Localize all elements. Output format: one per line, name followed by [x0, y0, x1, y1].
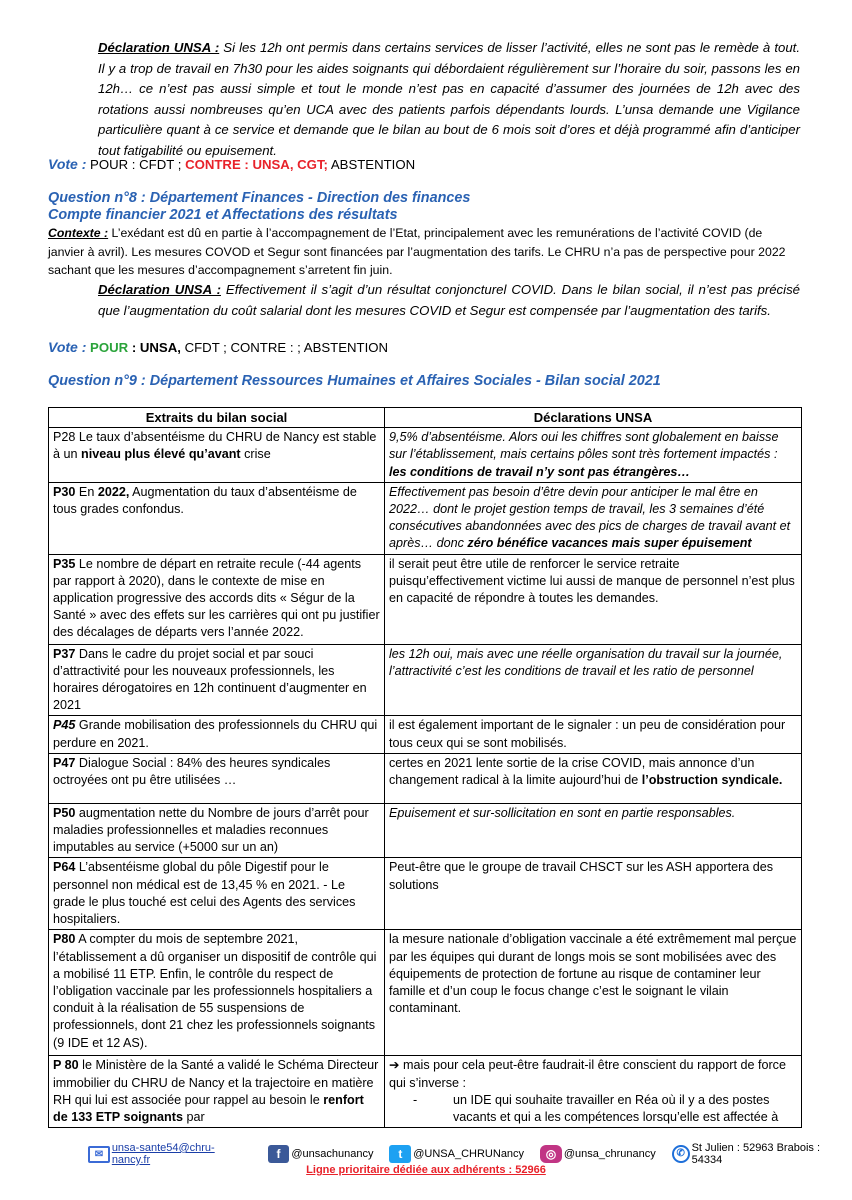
table-row: [49, 803, 802, 858]
vote-pour: POUR: [90, 340, 129, 355]
vote-line-2: [48, 338, 388, 357]
table-row: [49, 753, 802, 803]
context-text: L’exédant est dû en partie à l’accompagnement de l’Etat, principalement avec les remunérations de l’activité COVID (de janvier à avril). Les mesures COVOD et Segur sont financées par l’augmentation des tarifs. Le CHRU n’a pas de perspective pour 2022 sachant que les mesures d’accompagnement s’arretent fin juin.: [48, 226, 786, 278]
vote-pour-unions: : UNSA,: [131, 340, 181, 355]
question-8-context: [48, 224, 800, 280]
table-cell-extrait: [49, 753, 385, 803]
question-8-title: [48, 190, 470, 224]
cell-text: certes en 2021 lente sortie de la crise COVID, mais annonce d’un changement radical à la limite aujourd’hui de: [389, 755, 755, 788]
table-row: [49, 858, 802, 930]
context-label: Contexte :: [48, 226, 109, 240]
cell-text: le Ministère de la Santé a validé le Schéma Directeur immobilier du CHRU de Nancy et la trajectoire en matière RH qui lui est associée pour rappel au besoin le: [53, 1058, 379, 1107]
priority-line: Ligne prioritaire dédiée aux adhérents : 52966: [306, 1164, 546, 1176]
table-cell-declaration: [385, 930, 802, 1056]
cell-text: Le nombre de départ en retraite recule (-44 agents par rapport à 2020), dans le contexte de mise en application progressive des accords dits « Ségur de la Santé » avec des effets sur les carrières qui ont pu justifier des décalages de départs vers l’année 2022.: [53, 556, 380, 640]
dash-list-item: [389, 1092, 797, 1126]
vote-label: Vote :: [48, 339, 87, 355]
cell-text: par: [182, 1110, 205, 1125]
declaration-text: Si les 12h ont permis dans certains services de lisser l’activité, elles ne sont pas le remède à tout. Il y a trop de travail en 7h30 pour les aides soignants qui débordaient régulièrement sur l’horaire du soir, passons les en 12h… ce n’est pas aussi simple et tout le monde n’est pas en capacité d’assumer des journées de 12h avec des rotations aussi nombreuses qu’en UCA avec des patients parfois dépendants lourds. L’unsa demande une Vigilance particulière quant à ce service et demande que le bilan au bout de 6 mois soit d’ores et déjà programmé afin d’anticiper tout fatigabilité ou epuisement.: [98, 40, 800, 158]
question-9-title: Question n°9 : Département Ressources Humaines et Affaires Sociales - Bilan social 2021: [48, 373, 661, 389]
cell-text: Augmentation du taux d’absentéisme de tous grades confondus.: [53, 484, 357, 517]
cell-text: un IDE qui souhaite travailler en Réa où il y a des postes vacants et qui a les compétences lorsqu’elle est affectée à: [453, 1092, 779, 1125]
declaration-label: Déclaration UNSA :: [98, 282, 221, 297]
cell-text: les 12h oui, mais avec une réelle organisation du travail sur la journée, l’attractivité c’est les conditions de travail et les ratio de personnel: [389, 646, 783, 678]
instagram-icon[interactable]: ◎: [540, 1145, 562, 1163]
cell-ref: P37: [53, 646, 76, 661]
table-row: [49, 1056, 802, 1128]
cell-bold-text: zéro bénéfice vacances mais super épuisement: [467, 536, 752, 551]
cell-text: En: [75, 484, 98, 499]
twitter-handle[interactable]: @UNSA_CHRUNancy: [413, 1148, 525, 1160]
declaration-unsa-2: [98, 280, 800, 321]
footer-contacts: [88, 1142, 852, 1166]
dash-bullet: -: [413, 1092, 418, 1107]
table-row: [49, 716, 802, 753]
cell-text: Effectivement pas besoin d’être devin pour anticiper le mal être en 2022… dont le projet gestion temps de travail, les 3 semaines d’été consécutives abandonnées avec des pics de charges de travail avant et après… donc: [389, 484, 791, 551]
cell-bold-text: 2022,: [97, 484, 130, 499]
cell-text: augmentation nette du Nombre de jours d’arrêt pour maladies professionnelles et maladies reconnues imputables au service (+5000 sur un an): [53, 805, 369, 855]
table-cell-declaration: [385, 482, 802, 554]
instagram-handle[interactable]: @unsa_chrunancy: [563, 1148, 656, 1160]
vote-pour: POUR : CFDT ;: [90, 157, 182, 172]
arrow-icon: ➔: [389, 1058, 400, 1073]
table-row: [49, 930, 802, 1056]
table-row: [49, 554, 802, 644]
table-cell-extrait: [49, 482, 385, 554]
table-cell-declaration: [385, 716, 802, 753]
facebook-handle[interactable]: @unsachunancy: [291, 1148, 374, 1160]
cell-ref: P50: [53, 805, 76, 820]
cell-text: Epuisement et sur-sollicitation en sont en partie responsables.: [389, 805, 736, 820]
footer: [0, 1134, 852, 1200]
question-8-title-line2: Compte financier 2021 et Affectations des résultats: [48, 207, 398, 223]
declaration-text: Effectivement il s’agit d’un résultat conjoncturel COVID. Dans le bilan social, il n’est pas précisé que l’augmentation du coût salarial dont les mesures COVID et Segur est compensée par l’augmentation des tarifs.: [98, 282, 800, 318]
vote-line-1: [48, 155, 415, 174]
table-header-row: [49, 408, 802, 428]
declaration-label: Déclaration UNSA :: [98, 40, 220, 55]
vote-contre: CONTRE : UNSA, CGT;: [185, 157, 328, 172]
question-8-title-line1: Question n°8 : Département Finances - Direction des finances: [48, 190, 471, 206]
cell-text: Peut-être que le groupe de travail CHSCT sur les ASH apportera des solutions: [389, 860, 774, 892]
cell-text: il est également important de le signaler : un peu de considération pour tous ceux qui se sont mobilisés.: [389, 718, 786, 750]
vote-rest: CFDT ; CONTRE : ; ABSTENTION: [184, 340, 389, 355]
column-header-extraits: Extraits du bilan social: [49, 408, 385, 428]
cell-ref: P 80: [53, 1058, 79, 1073]
cell-ref: P45: [53, 718, 76, 733]
table-row: [49, 644, 802, 716]
cell-ref: P80: [53, 932, 76, 947]
cell-text: il serait peut être utile de renforcer le service retraite puisqu’effectivement victime lui aussi de manque de personnel n’est plus en capacité de répondre à toutes les demandes.: [389, 556, 795, 606]
facebook-icon[interactable]: f: [268, 1145, 290, 1163]
table-cell-declaration: [385, 1056, 802, 1128]
table-cell-declaration: [385, 428, 802, 483]
table-cell-extrait: [49, 858, 385, 930]
cell-text: Dans le cadre du projet social et par souci d’attractivité pour les nouveaux professionnels, les horaires dérogatoires en 12h continuent d’augmenter en 2021: [53, 646, 367, 713]
arrow-paragraph: [389, 1057, 797, 1091]
column-header-declarations: Déclarations UNSA: [385, 408, 802, 428]
phone-numbers: St Julien : 52963 Brabois : 54334: [691, 1142, 821, 1166]
cell-text: Grande mobilisation des professionnels du CHRU qui perdure en 2021.: [53, 718, 378, 750]
cell-ref: P35: [53, 556, 76, 571]
cell-bold-text: l’obstruction syndicale.: [641, 773, 783, 788]
twitter-icon[interactable]: t: [389, 1145, 411, 1163]
cell-text: L’absentéisme global du pôle Digestif pour le personnel non médical est de 13,45 % en 2021. - Le grade le plus touché est celui des Agents des services hospitaliers.: [53, 860, 356, 927]
table-cell-declaration: [385, 554, 802, 644]
bilan-social-table: [48, 407, 802, 1128]
cell-bold-text: niveau plus élevé qu’avant: [81, 447, 241, 462]
cell-text: crise: [240, 447, 271, 462]
table-cell-extrait: [49, 1056, 385, 1128]
table-cell-declaration: [385, 803, 802, 858]
cell-text: Dialogue Social : 84% des heures syndicales octroyées ont pu être utilisées …: [53, 755, 331, 788]
cell-text: P28 Le taux d’absentéisme du CHRU de Nancy est stable à un: [53, 430, 377, 462]
table-cell-declaration: [385, 858, 802, 930]
table-cell-extrait: [49, 803, 385, 858]
table-row: [49, 482, 802, 554]
vote-label: Vote :: [48, 156, 87, 172]
cell-ref: P30: [53, 484, 76, 499]
email-link[interactable]: unsa-sante54@chru-nancy.fr: [111, 1142, 215, 1166]
cell-text: mais pour cela peut-être faudrait-il être conscient du rapport de force qui s’inverse :: [389, 1058, 786, 1090]
table-cell-extrait: [49, 716, 385, 753]
vote-abstention: ABSTENTION: [330, 157, 416, 172]
table-cell-declaration: [385, 753, 802, 803]
table-cell-extrait: [49, 428, 385, 483]
table-cell-declaration: [385, 644, 802, 716]
cell-bold-text: renfort de 133 ETP soignants: [53, 1092, 364, 1125]
phone-icon: ✆: [672, 1145, 690, 1163]
table-cell-extrait: [49, 554, 385, 644]
cell-bold-text: les conditions de travail n’y sont pas étrangères…: [389, 464, 690, 479]
mail-icon: ✉: [88, 1146, 110, 1163]
cell-ref: P64: [53, 860, 76, 875]
table-row: [49, 428, 802, 483]
table-cell-extrait: [49, 644, 385, 716]
table-cell-extrait: [49, 930, 385, 1056]
cell-text: 9,5% d’absentéisme. Alors oui les chiffres sont globalement en baisse sur l’établissement, mais certains pôles sont très fortement impactés :: [389, 430, 779, 462]
cell-text: A compter du mois de septembre 2021, l’établissement a dû organiser un dispositif de contrôle qui a mobilisé 11 ETP. Enfin, le contrôle du respect de l’obligation vaccinale par les professionnels hospitaliers a conduit à la réalisation de 55 suspensions de professionnels, dont 21 chez les professionnels soignants (9 IDE et 12 AS).: [53, 932, 377, 1050]
declaration-unsa-1: [98, 38, 800, 161]
cell-text: la mesure nationale d’obligation vaccinale a été extrêmement mal perçue par les équipes qui durant de longs mois se sont mobilisées avec des équipements de protection de fortune au risque de contaminer leur famille et d’un coup le focus change c’est le soignant le vilain contaminant.: [389, 932, 797, 1016]
cell-ref: P47: [53, 755, 76, 770]
